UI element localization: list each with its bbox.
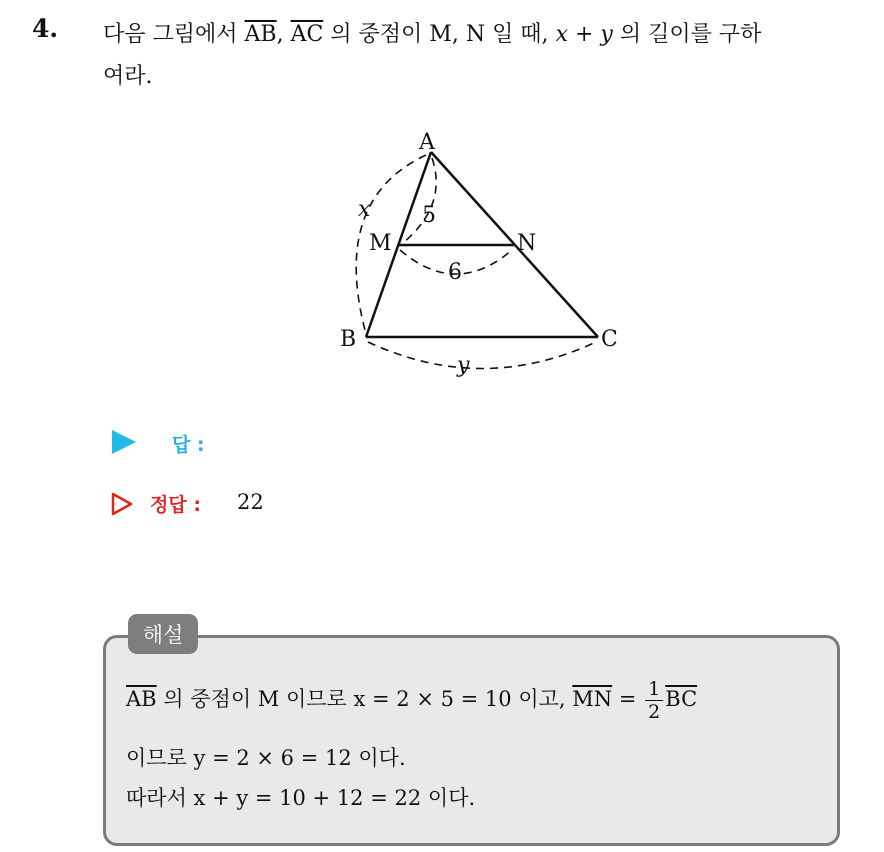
solution-segment-mn: $\overline{MN}$	[572, 687, 613, 711]
measure-mn: 6	[448, 260, 462, 285]
dashed-arc-bc	[368, 342, 596, 369]
solution-line-3	[126, 782, 475, 812]
fraction-one-half	[645, 678, 663, 723]
question-text-line2: 여라.	[103, 64, 153, 89]
solution-line2-eq: y = 2 × 6 = 12	[193, 746, 352, 770]
solution-line3-eq: x + y = 10 + 12 = 22	[193, 786, 422, 810]
solution-line1-eq-sign: =	[618, 687, 637, 711]
segment-ab: $\overline{AB}$	[244, 22, 277, 47]
measure-bc: y	[457, 353, 470, 378]
solution-line1-text-b: 이고,	[518, 687, 566, 711]
measure-am: 5	[422, 203, 436, 228]
solution-segment-bc: $\overline{BC}$	[665, 687, 698, 711]
vertex-label-a: A	[419, 130, 435, 155]
solution-line1-eq: x = 2 × 5 = 10	[353, 687, 512, 711]
question-text-mid: 의 중점이 M, N 일 때,	[330, 22, 549, 47]
solution-segment-ab: $\overline{AB}$	[126, 687, 157, 711]
solution-line3-text-a: 따라서	[126, 786, 187, 810]
measure-ab: x	[358, 197, 371, 222]
solution-box	[103, 635, 840, 846]
question-text-prefix: 다음 그림에서	[103, 22, 238, 47]
answer-label: 답 :	[172, 434, 205, 456]
correct-answer-label: 정답 :	[150, 494, 201, 516]
question-number: 4.	[32, 14, 59, 43]
vertex-label-c: C	[601, 327, 618, 352]
correct-answer-value: 22	[237, 490, 264, 514]
question-comma: ,	[276, 22, 284, 47]
solution-tag: 해설	[128, 614, 198, 654]
question-expression: x + y	[555, 22, 613, 47]
fraction-numerator: 1	[645, 678, 663, 701]
solution-line-2	[126, 742, 406, 772]
correct-answer-play-outline-icon	[111, 492, 133, 516]
solution-line2-text-b: 이다.	[358, 746, 406, 770]
fraction-denominator: 2	[648, 701, 661, 723]
solution-line1-text-a: 의 중점이 M 이므로	[163, 687, 347, 711]
answer-play-icon	[112, 430, 136, 454]
solution-line2-text-a: 이므로	[126, 746, 187, 770]
segment-ac: $\overline{AC}$	[290, 22, 324, 47]
vertex-label-b: B	[340, 327, 357, 352]
solution-line3-text-b: 이다.	[427, 786, 476, 810]
vertex-label-n: N	[517, 231, 537, 256]
dashed-arc-am	[403, 158, 436, 243]
vertex-label-m: M	[369, 231, 392, 256]
solution-line-1	[126, 678, 697, 723]
question-text-suffix: 의 길이를 구하	[619, 22, 762, 47]
